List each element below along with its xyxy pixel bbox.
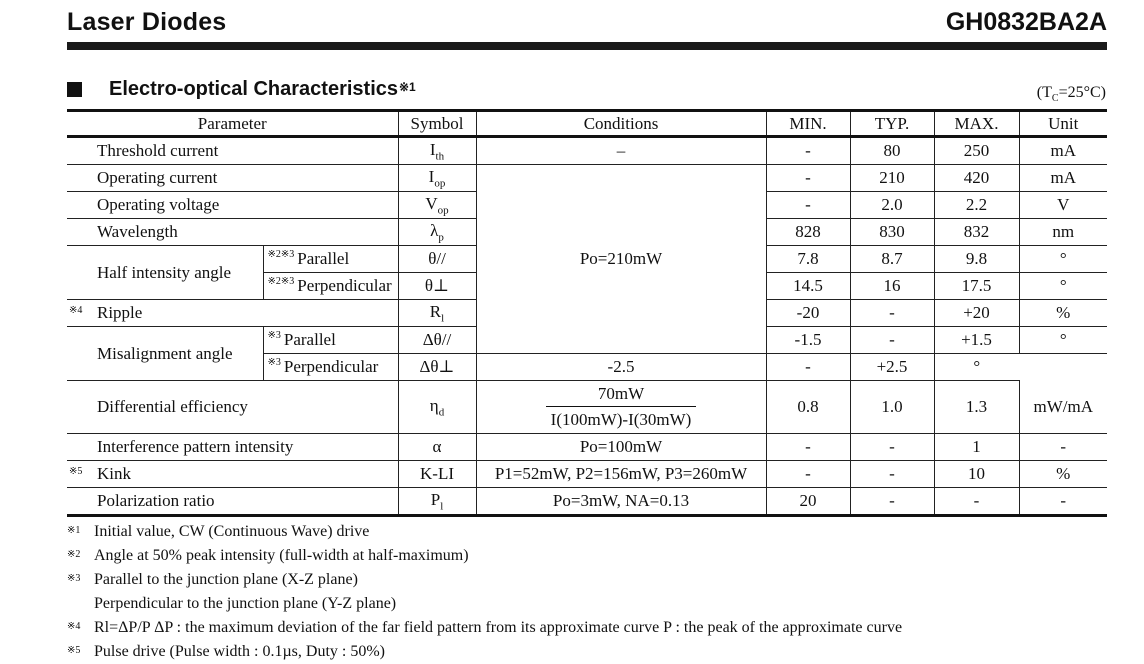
header-parameter: Parameter xyxy=(67,111,398,137)
footnote: ※5 Pulse drive (Pulse width : 0.1µs, Duty : 50%) xyxy=(67,643,385,660)
header-typ: TYP. xyxy=(850,111,934,137)
section-heading xyxy=(67,78,416,101)
table-row: Operating voltage $V_{op}$ - 2.0 2.2 V xyxy=(67,192,1107,219)
shared-condition: Po=210mW xyxy=(476,165,766,354)
table-row: ※5 Kink K-LI P1=52mW, P2=156mW, P3=260mW - - 10 % xyxy=(67,461,1107,488)
header-max: MAX. xyxy=(934,111,1019,137)
table-row: Wavelength $\lambda_p$ 828 830 832 nm xyxy=(67,219,1107,246)
temperature-condition: $(T_C=25^\circ C)$ xyxy=(1036,84,1106,105)
spec-table xyxy=(67,109,1107,517)
footnote: ※2 Angle at 50% peak intensity (full-width at half-maximum) xyxy=(67,547,469,564)
table-row: Polarization ratio $P_l$ Po=3mW, NA=0.13 20 - - - xyxy=(67,488,1107,516)
header-rule xyxy=(67,42,1107,50)
table-row: Interference pattern intensity α Po=100mW - - 1 - xyxy=(67,434,1107,461)
table-row: Half intensity angle $^{※2※3}$ Parallel θ// 7.8 8.7 9.8 ° xyxy=(67,246,1107,273)
footnote: ※1 Initial value, CW (Continuous Wave) drive xyxy=(67,523,370,540)
table-row: Misalignment angle $^{※3}$ Parallel Δθ// -1.5 - +1.5 ° xyxy=(67,327,1107,354)
header-min: MIN. xyxy=(766,111,850,137)
footnote: ※4 Rl=ΔP/P ΔP : the maximum deviation of the far field pattern from its approximate curve P : the peak of the approximate curve xyxy=(67,619,903,636)
header-symbol: Symbol xyxy=(398,111,476,137)
table-row: $^{※2※3}$ Perpendicular θ⊥ 14.5 16 17.5 ° xyxy=(67,273,1107,300)
table-row: Operating current $I_{op}$ Po=210mW - 210 420 mA xyxy=(67,165,1107,192)
section-title: Electro-optical Characteristics xyxy=(109,78,398,100)
header-conditions: Conditions xyxy=(476,111,766,137)
footnote: Perpendicular to the junction plane (Y-Z plane) xyxy=(94,595,397,612)
table-row: ※4 Ripple $R_l$ -20 - +20 % xyxy=(67,300,1107,327)
section-note-mark: ※1 xyxy=(399,79,416,94)
part-number: GH0832BA2A xyxy=(945,8,1107,36)
table-row: Threshold current $I_{th}$ – - 80 250 mA xyxy=(67,137,1107,165)
efficiency-fraction: 70mW I(100mW)-I(30mW) xyxy=(476,381,766,434)
footnote: ※3 Parallel to the junction plane (X-Z plane) xyxy=(67,571,358,588)
category-title: Laser Diodes xyxy=(67,8,227,36)
table-header-row xyxy=(67,111,1107,137)
header-unit: Unit xyxy=(1019,111,1107,137)
footnotes xyxy=(67,520,902,664)
table-row: Differential efficiency $\eta_d$ 70mW I(100mW)-I(30mW) 0.8 1.0 1.3 mW/mA xyxy=(67,381,1107,434)
table-row: $^{※3}$ Perpendicular Δθ⊥ -2.5 - +2.5 ° xyxy=(67,354,1107,381)
square-bullet-icon xyxy=(67,82,82,97)
